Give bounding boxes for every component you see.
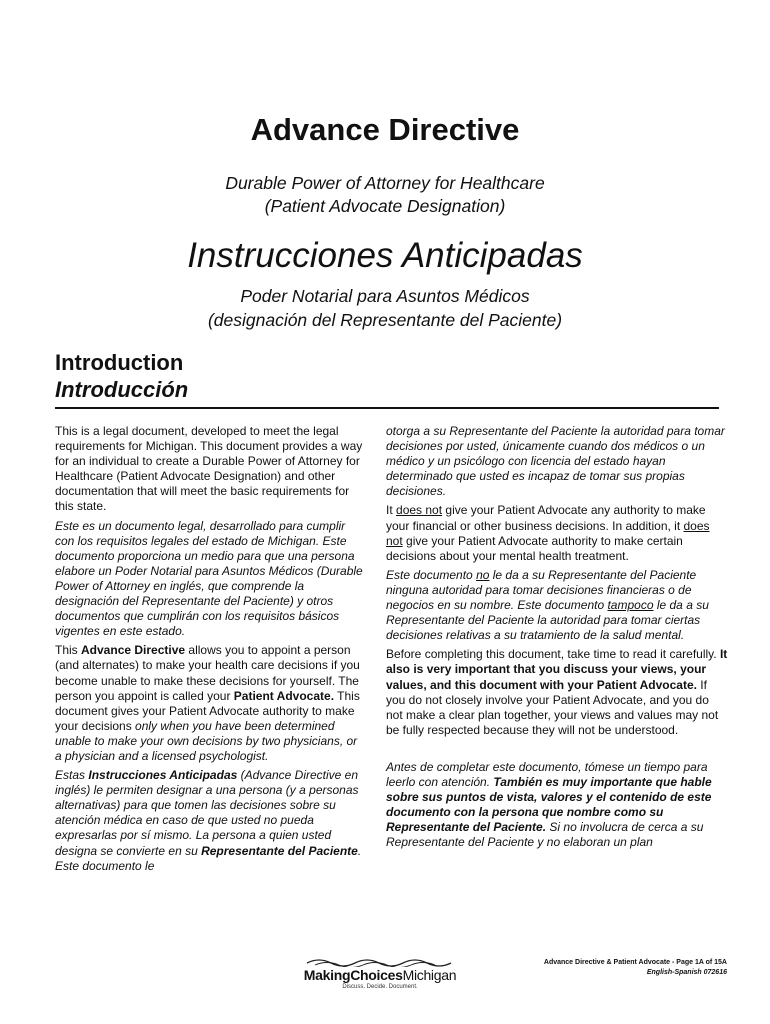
edition-text: English-Spanish 072616 xyxy=(646,969,727,976)
section-heading: Introduction xyxy=(55,350,184,375)
section-divider xyxy=(55,407,719,409)
logo-waves-icon xyxy=(305,957,455,967)
section-heading-spanish: Introducción xyxy=(55,377,189,402)
paragraph-before-completing: Before completing this document, take time to read it carefully. It also is very important that you discuss your views, your values, and this document with your Patient Advocate. If you do not closely involve your Patient Advocate, and you do not make a clear plan together, your views and values may not be fully respected because they will not be understood. xyxy=(386,647,728,737)
footer-page-info xyxy=(480,958,727,978)
paragraph-intro: This is a legal document, developed to meet the legal requirements for Michigan. This document provides a way for an individual to create a Durable Power of Attorney for Healthcare (Patient Advocate Designation) and other documentation that will meet the basic requirements for this state. xyxy=(55,424,363,514)
document-subtitle-spanish-line1: Poder Notarial para Asuntos Médicos xyxy=(240,286,530,306)
right-column xyxy=(386,424,728,854)
paragraph-intro-spanish: Este es un documento legal, desarrollado para cumplir con los requisitos legales del estado de Michigan. Este documento proporciona un medio para que una persona elabore un Poder Notarial para Asuntos Médicos (Durable Power of Attorney en inglés, que comprende la designación del Representante del Paciente) y otros documentos que cumplirán con los requisitos básicos vigentes en este estado. xyxy=(55,518,363,639)
paragraph-before-completing-spanish: Antes de completar este documento, tómese un tiempo para leerlo con atención. También es muy importante que hable sobre sus puntos de vista, valores y el contenido de este documento con la persona que nombre como su Representante del Paciente. Si no involucra de cerca a su Representante del Paciente y no elaboran un plan xyxy=(386,759,712,850)
document-subtitle-spanish-line2: (designación del Representante del Paciente) xyxy=(207,310,563,330)
logo-wordmark: MakingChoicesMichigan xyxy=(303,967,457,983)
document-title: Advance Directive xyxy=(250,112,520,147)
left-column xyxy=(55,424,367,878)
paragraph-advance-directive: This Advance Directive allows you to appoint a person (and alternates) to make your health care decisions if you become unable to make these decisions for yourself. The person you appoint is called your Patient Advocate. This document gives your Patient Advocate authority to make your decisions only when you have been determined unable to make your own decisions by two physicians, or a physician and a licensed psychologist. xyxy=(55,643,360,763)
paragraph-authority-spanish: otorga a su Representante del Paciente la autoridad para tomar decisiones por usted, únicamente cuando dos médicos o un médico y un psicólogo con licencia del estado hayan determinado que usted es incapaz de tomar sus propias decisiones. xyxy=(386,424,725,499)
column-spacer xyxy=(386,742,728,760)
footer-logo xyxy=(290,957,470,991)
paragraph-limits: It does not give your Patient Advocate any authority to make your financial or other business decisions. In addition, it does not give your Patient Advocate authority to make certain decisions about your mental health treatment. xyxy=(386,503,710,563)
document-subtitle-line2: (Patient Advocate Designation) xyxy=(264,196,506,216)
page-number-text: Advance Directive & Patient Advocate - Page 1A of 15A xyxy=(543,959,727,966)
logo-tagline: Discuss. Decide. Document. xyxy=(342,984,418,990)
document-subtitle-line1: Durable Power of Attorney for Healthcare xyxy=(225,173,545,193)
paragraph-limits-spanish: Este documento no le da a su Representante del Paciente ninguna autoridad para tomar decisiones financieras o de negocios en su nombre. Este documento tampoco le da a su Representante del Paciente la autoridad para tomar ciertas decisiones relativas a su tratamiento de la salud mental. xyxy=(386,567,709,643)
document-title-spanish: Instrucciones Anticipadas xyxy=(187,236,583,275)
paragraph-advance-directive-spanish: Estas Instrucciones Anticipadas (Advance Directive en inglés) le permiten designar a una persona (y a personas alternativas) para que tomen las decisiones sobre su atención médica en caso de que usted no pueda expresarlas por sí mismo. La persona a quien usted designa se convierte en su Representante del Paciente. Este documento le xyxy=(55,768,362,873)
